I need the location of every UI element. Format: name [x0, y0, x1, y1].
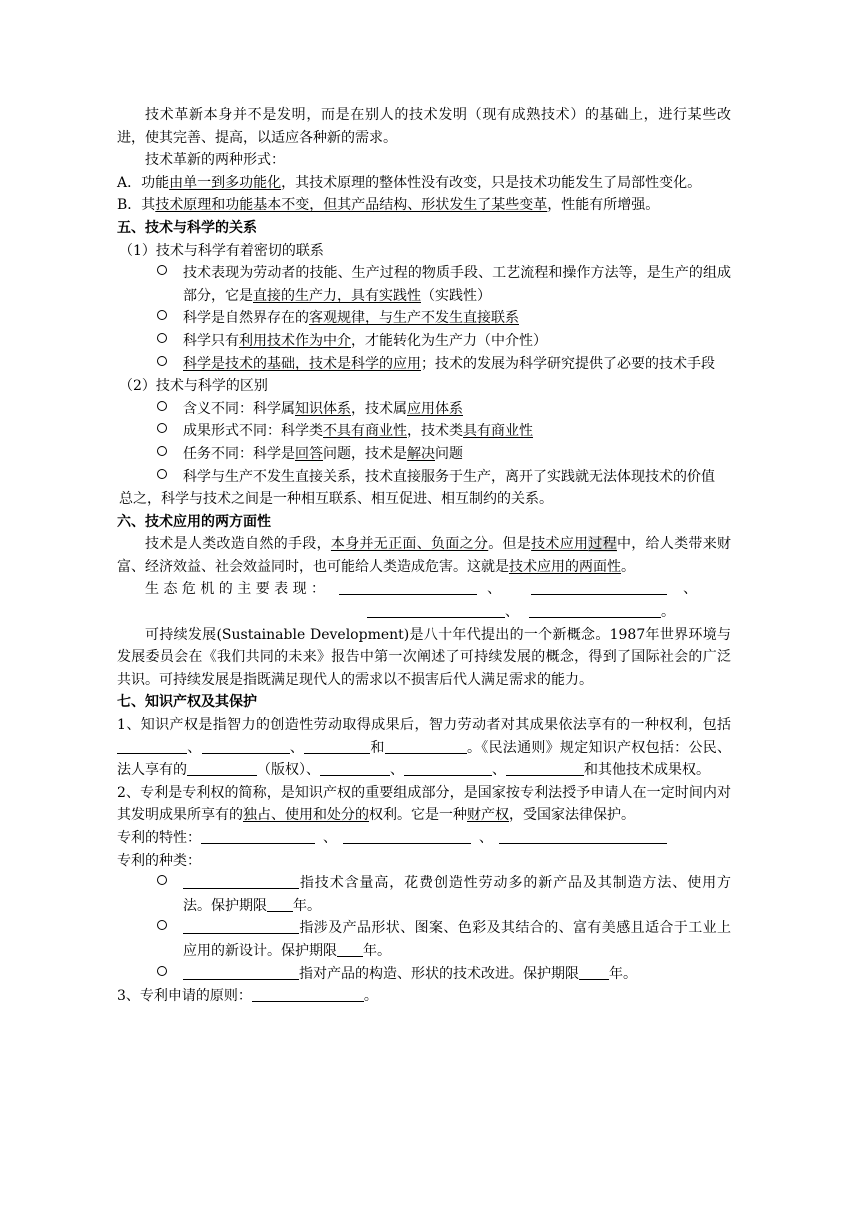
ip-blank[interactable] — [385, 739, 467, 754]
trait-blank[interactable] — [201, 829, 315, 844]
list-item: 科学是技术的基础，技术是科学的应用；技术的发展为科学研究提供了必要的技术手段 — [117, 353, 731, 376]
subsection-5-1: （1）技术与科学有着密切的联系 — [119, 242, 324, 259]
list-item: 指技术含量高，花费创造性劳动多的新产品及其制造方法、使用方法。保护期限 年。 — [117, 872, 731, 917]
form-b: B．其技术原理和功能基本不变，但其产品结构、形状发生了某些变革，性能有所增强。 — [117, 197, 660, 214]
trait-blank[interactable] — [499, 829, 667, 844]
eco-blank-3[interactable] — [367, 603, 505, 618]
circle-bullet-icon — [157, 356, 167, 366]
ip-blank[interactable] — [320, 761, 390, 776]
list-item: 科学与生产不发生直接关系，技术直接服务于生产，离开了实践就无法体现技术的价值 — [117, 466, 731, 489]
ip-blank[interactable] — [202, 739, 290, 754]
eco-blank-4[interactable] — [529, 603, 661, 618]
list-item: 指对产品的构造、形状的技术改进。保护期限 年。 — [117, 963, 731, 986]
list-item: 技术表现为劳动者的技能、生产过程的物质手段、工艺流程和操作方法等，是生产的组成部分，它是直接的生产力，具有实践性（实践性） — [117, 262, 731, 307]
kind-blank[interactable] — [183, 874, 299, 889]
ip-paragraph: 1、知识产权是指智力的创造性劳动取得成果后，智力劳动者对其成果依法享有的一种权利，包括、 、 和 。《民法通则》规定知识产权包括：公民、法人享有的 （版权）、 、 、 和其他技术成果权。 — [117, 717, 732, 779]
principle-blank[interactable] — [252, 987, 364, 1002]
circle-bullet-icon — [157, 446, 167, 456]
list-item: 含义不同：科学属知识体系，技术属应用体系 — [117, 398, 731, 421]
list-item: 科学是自然界存在的客观规律，与生产不发生直接联系 — [117, 307, 731, 330]
patent-kinds-title: 专利的种类： — [117, 852, 201, 869]
trait-blank[interactable] — [343, 829, 471, 844]
list-item: 指涉及产品形状、图案、色彩及其结合的、富有美感且适合于工业上应用的新设计。保护期限 年。 — [117, 917, 731, 962]
ip-blank[interactable] — [304, 739, 370, 754]
section-6-heading: 六、技术应用的两方面性 — [117, 513, 271, 530]
list-item: 科学只有利用技术作为中介，才能转化为生产力（中介性） — [117, 330, 731, 353]
document-page — [117, 104, 731, 1008]
patent-principle: 3、专利申请的原则： 。 — [117, 988, 378, 1005]
kind-blank[interactable] — [183, 965, 299, 980]
intro-paragraph: 技术革新本身并不是发明，而是在别人的技术发明（现有成熟技术）的基础上，进行某些改进，使其完善、提高，以适应各种新的需求。 — [117, 107, 731, 146]
eco-blank-2[interactable] — [531, 580, 667, 595]
ip-blank[interactable] — [404, 761, 492, 776]
sustainable-development-paragraph: 可持续发展(Sustainable Development)是八十年代提出的一个新概念。1987年世界环境与发展委员会在《我们共同的未来》报告中第一次阐述了可持续发展的概念，得到了国际社会的广泛共识。可持续发展是指既满足现代人的需求以不损害后代人满足需求的能力。 — [117, 626, 731, 688]
term-blank[interactable] — [337, 942, 363, 957]
kind-blank[interactable] — [183, 919, 299, 934]
eco-blank-1[interactable] — [339, 580, 477, 595]
circle-bullet-icon — [157, 401, 167, 411]
circle-bullet-icon — [157, 920, 167, 930]
ip-blank[interactable] — [187, 761, 257, 776]
patent-traits: 专利的特性： 、 、 — [117, 827, 731, 850]
circle-bullet-icon — [157, 423, 167, 433]
patent-paragraph: 2、专利是专利权的简称，是知识产权的重要组成部分，是国家按专利法授予申请人在一定时间内对其发明成果所享有的独占、使用和处分的权利。它是一种财产权，受国家法律保护。 — [117, 784, 731, 824]
section-5-summary: 总之，科学与技术之间是一种相互联系、相互促进、相互制约的关系。 — [119, 491, 553, 508]
duality-paragraph: 技术是人类改造自然的手段，本身并无正面、负面之分。但是技术应用过程中，给人类带来财富、经济效益、社会效益同时，也可能给人类造成危害。这就是技术应用的两面性。 — [117, 536, 732, 575]
form-a: A．功能由单一到多功能化，其技术原理的整体性没有改变，只是技术功能发生了局部性变化。 — [117, 174, 702, 191]
ip-blank[interactable] — [117, 739, 187, 754]
circle-bullet-icon — [157, 310, 167, 320]
renovation-forms-title: 技术革新的两种形式： — [145, 152, 285, 169]
list-item: 成果形式不同：科学类不具有商业性，技术类具有商业性 — [117, 420, 731, 443]
circle-bullet-icon — [157, 333, 167, 343]
circle-bullet-icon — [157, 966, 167, 976]
subsection-5-2: （2）技术与科学的区别 — [119, 378, 268, 395]
section-7-heading: 七、知识产权及其保护 — [117, 694, 257, 711]
list-item: 任务不同：科学是回答问题，技术是解决问题 — [117, 443, 731, 466]
eco-crisis-line-2: 、 。 — [117, 601, 731, 624]
term-blank[interactable] — [579, 965, 609, 980]
section-5-heading: 五、技术与科学的关系 — [117, 219, 257, 236]
circle-bullet-icon — [157, 469, 167, 479]
ip-blank[interactable] — [506, 761, 584, 776]
circle-bullet-icon — [157, 875, 167, 885]
circle-bullet-icon — [157, 265, 167, 275]
eco-crisis-line: 生 态 危 机 的 主 要 表 现 ： 、 、 — [145, 581, 698, 598]
term-blank[interactable] — [267, 897, 293, 912]
